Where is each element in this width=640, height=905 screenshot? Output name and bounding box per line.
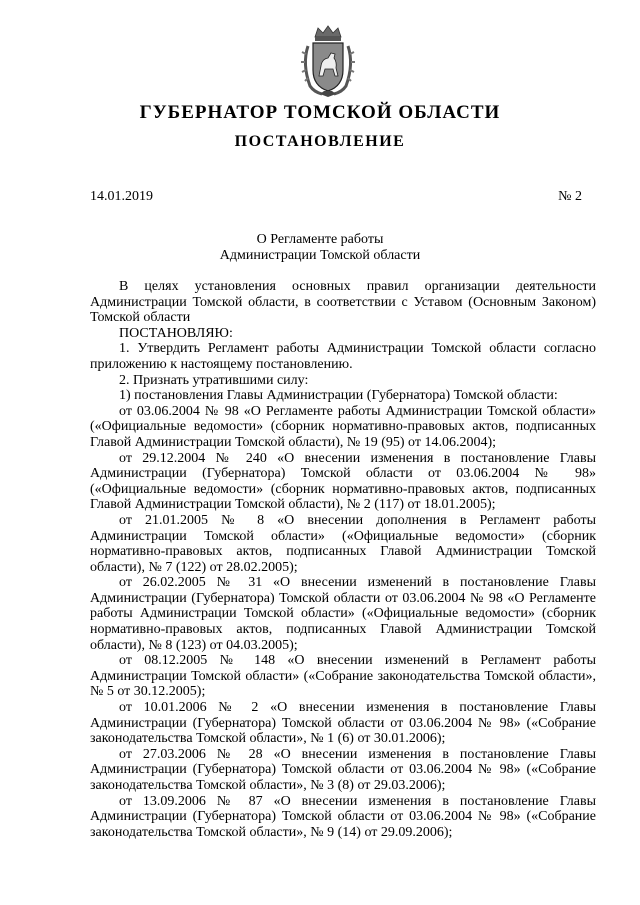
document-type-title: ПОСТАНОВЛЕНИЕ bbox=[234, 133, 406, 150]
act-list-item: от 27.03.2006 № 28 «О внесении изменения в постановление Главы Администрации (Губернатора) Томской области от 03.06.2004 № 98» («Собрание законодательства Томской области», № 3 (8) от 29.03.2006); bbox=[90, 746, 596, 793]
act-list-item: от 03.06.2004 № 98 «О Регламенте работы Администрации Томской области» («Официальные ведомости» (сборник нормативно-правовых актов, подписанных Главой Администрации Томской области), № 19 (95) от 14.06.2004); bbox=[90, 403, 596, 450]
act-list-item: от 08.12.2005 № 148 «О внесении изменений в Регламент работы Администрации Томской области» («Собрание законодательства Томской области», № 5 от 30.12.2005); bbox=[90, 653, 596, 700]
act-list-item: от 26.02.2005 № 31 «О внесении изменений в постановление Главы Администрации (Губернатора) Томской области от 03.06.2004 № 98 «О Регламенте работы Администрации Томской области» («Официальные ведомости» (сборник нормативно-правовых актов, подписанных Главой Администрации Томской области), № 8 (123) от 04.03.2005); bbox=[90, 575, 596, 653]
subject-line: О Регламенте работы bbox=[256, 232, 384, 247]
organization-title: ГУБЕРНАТОР ТОМСКОЙ ОБЛАСТИ bbox=[139, 102, 501, 123]
document-number: № 2 bbox=[558, 189, 582, 204]
subject-line: Администрации Томской области bbox=[219, 248, 421, 263]
act-list-item: от 29.12.2004 № 240 «О внесении изменения в постановление Главы Администрации (Губернатора) Томской области от 03.06.2004 № 98» («Официальные ведомости» (сборник нормативно-правовых актов, подписанных Главой Администрации Томской области), № 2 (117) от 18.01.2005); bbox=[90, 450, 596, 513]
document-subject bbox=[0, 232, 640, 264]
document-body bbox=[90, 279, 596, 840]
item-2-1-paragraph: 1) постановления Главы Администрации (Губернатора) Томской области: bbox=[119, 388, 558, 404]
act-list-item: от 21.01.2005 № 8 «О внесении дополнения в Регламент работы Администрации Томской области» («Официальные ведомости» (сборник нормативно-правовых актов, подписанных Главой Администрации Томской области), № 7 (122) от 28.02.2005); bbox=[90, 512, 596, 575]
preamble-paragraph: В целях установления основных правил организации деятельности Администрации Томской области, в соответствии с Уставом (Основным Законом) Томской области bbox=[90, 279, 596, 326]
coat-of-arms-emblem bbox=[298, 24, 358, 98]
item-1-paragraph: 1. Утвердить Регламент работы Администрации Томской области согласно приложению к настоящему постановлению. bbox=[90, 341, 596, 372]
decree-word: ПОСТАНОВЛЯЮ: bbox=[119, 325, 233, 341]
document-date: 14.01.2019 bbox=[90, 189, 153, 204]
act-list-item: от 13.09.2006 № 87 «О внесении изменения в постановление Главы Администрации (Губернатора) Томской области от 03.06.2004 № 98» («Собрание законодательства Томской области», № 9 (14) от 29.09.2006); bbox=[90, 793, 596, 840]
act-list-item: от 10.01.2006 № 2 «О внесении изменения в постановление Главы Администрации (Губернатора) Томской области от 03.06.2004 № 98» («Собрание законодательства Томской области», № 1 (6) от 30.01.2006); bbox=[90, 700, 596, 747]
item-2-paragraph: 2. Признать утратившими силу: bbox=[119, 372, 309, 388]
